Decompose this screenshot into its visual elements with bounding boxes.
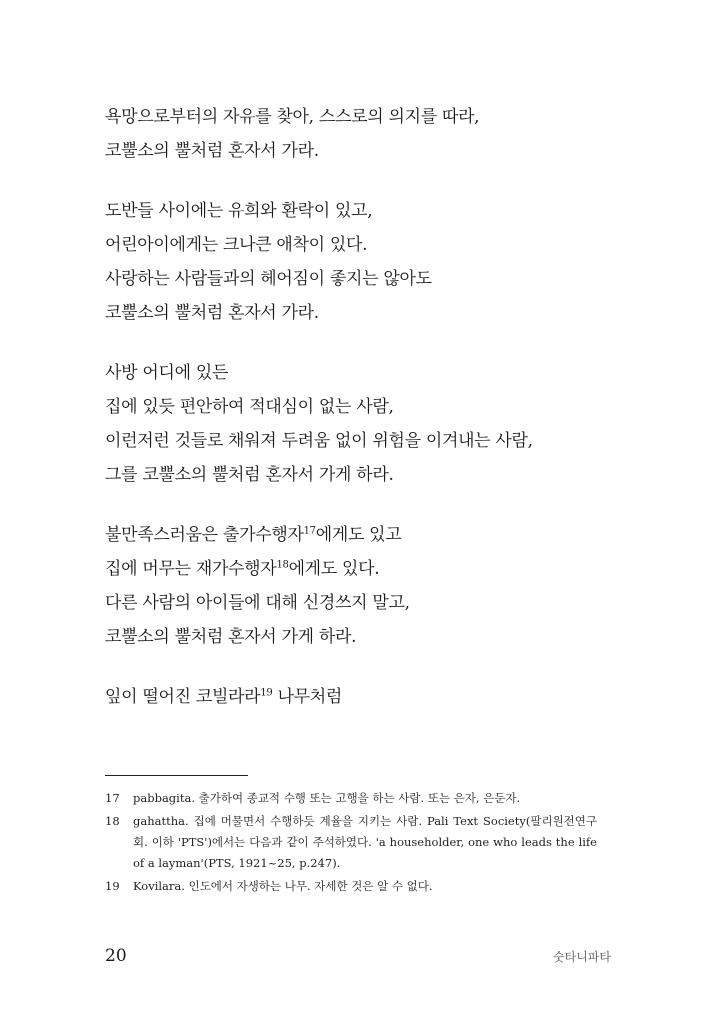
footnote-17 — [105, 788, 597, 809]
poem-line-text: 잎이 떨어진 코빌라라 — [105, 687, 261, 707]
footnote-ref-17[interactable]: 17 — [303, 525, 316, 537]
poem-line-text: 에게도 있고 — [315, 525, 402, 545]
poem-line: 코뿔소의 뿔처럼 혼자서 가게 하라. — [105, 627, 357, 647]
stanza-4 — [105, 518, 625, 654]
poem-line: 코뿔소의 뿔처럼 혼자서 가라. — [105, 303, 319, 323]
footnote-number: 18 — [105, 814, 120, 828]
poem-line: 사방 어디에 있든 — [105, 363, 229, 383]
poem-line — [105, 680, 625, 714]
footnote-text: gahattha. 집에 머물면서 수행하듯 계율을 지키는 사람. Pali Text Society(팔리원전연구회. 이하 'PTS')에서는 다음과 같이 주석하였다. 'a householder, one who leads the life of a layman'(PTS, 1921~25, p.247). — [133, 814, 597, 870]
poem-line: 어린아이에게는 크나큰 애착이 있다. — [105, 235, 368, 255]
poem-line: 그를 코뿔소의 뿔처럼 혼자서 가게 하라. — [105, 465, 394, 485]
poem-line-text: 에게도 있다. — [288, 559, 380, 579]
poem-line — [105, 518, 625, 552]
footnote-18 — [105, 811, 597, 874]
stanza-5 — [105, 680, 625, 714]
page-number: 20 — [105, 946, 127, 966]
poem-line-text: 나무처럼 — [272, 687, 343, 707]
stanza-1 — [105, 100, 625, 168]
poem-line: 이런저런 것들로 채워져 두려움 없이 위험을 이겨내는 사람, — [105, 431, 533, 451]
footnote-divider — [105, 775, 248, 776]
poem-line-text: 집에 머무는 재가수행자 — [105, 559, 277, 579]
poem-line: 집에 있듯 편안하여 적대심이 없는 사람, — [105, 397, 394, 417]
poem-line: 도반들 사이에는 유희와 환락이 있고, — [105, 201, 373, 221]
poem-line: 다른 사람의 아이들에 대해 신경쓰지 말고, — [105, 593, 410, 613]
footnote-ref-19[interactable]: 19 — [260, 687, 273, 699]
footnote-text: pabbagita. 출가하여 종교적 수행 또는 고행을 하는 사람. 또는 은자, 은둔자. — [133, 791, 521, 805]
footnote-19 — [105, 876, 597, 897]
stanza-3 — [105, 356, 625, 492]
footnote-number: 17 — [105, 791, 120, 805]
footnote-text: Kovilara. 인도에서 자생하는 나무. 자세한 것은 알 수 없다. — [133, 879, 433, 893]
poem-line-text: 불만족스러움은 출가수행자 — [105, 525, 304, 545]
footnote-number: 19 — [105, 879, 120, 893]
footnote-ref-18[interactable]: 18 — [276, 559, 289, 571]
poem-body — [105, 100, 625, 740]
running-footer-title: 숫타니파타 — [553, 950, 611, 964]
poem-line — [105, 552, 625, 586]
poem-line: 코뿔소의 뿔처럼 혼자서 가라. — [105, 141, 319, 161]
poem-line: 사랑하는 사람들과의 헤어짐이 좋지는 않아도 — [105, 269, 432, 289]
poem-line: 욕망으로부터의 자유를 찾아, 스스로의 의지를 따라, — [105, 107, 480, 127]
footnotes — [105, 788, 597, 899]
stanza-2 — [105, 194, 625, 330]
